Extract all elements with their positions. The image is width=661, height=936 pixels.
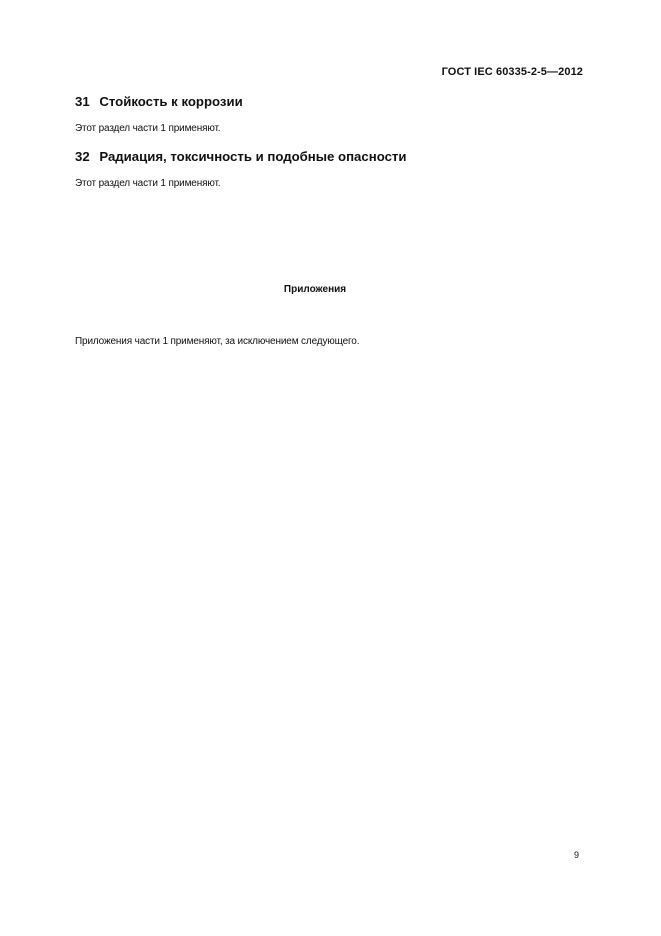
section-number: 31 — [75, 94, 90, 109]
section-32-text: Этот раздел части 1 применяют. — [75, 178, 221, 189]
section-number: 32 — [75, 149, 90, 164]
section-32-title — [75, 149, 406, 164]
section-31-text: Этот раздел части 1 применяют. — [75, 123, 221, 134]
section-title-text: Радиация, токсичность и подобные опасности — [99, 149, 407, 164]
section-31-title — [75, 94, 243, 109]
appendices-heading: Приложения — [283, 284, 347, 295]
standard-code-header: ГОСТ IEC 60335-2-5—2012 — [441, 66, 583, 78]
page-number: 9 — [574, 850, 580, 860]
appendices-text: Приложения части 1 применяют, за исключением следующего. — [75, 336, 360, 347]
section-title-text: Стойкость к коррозии — [99, 94, 243, 109]
